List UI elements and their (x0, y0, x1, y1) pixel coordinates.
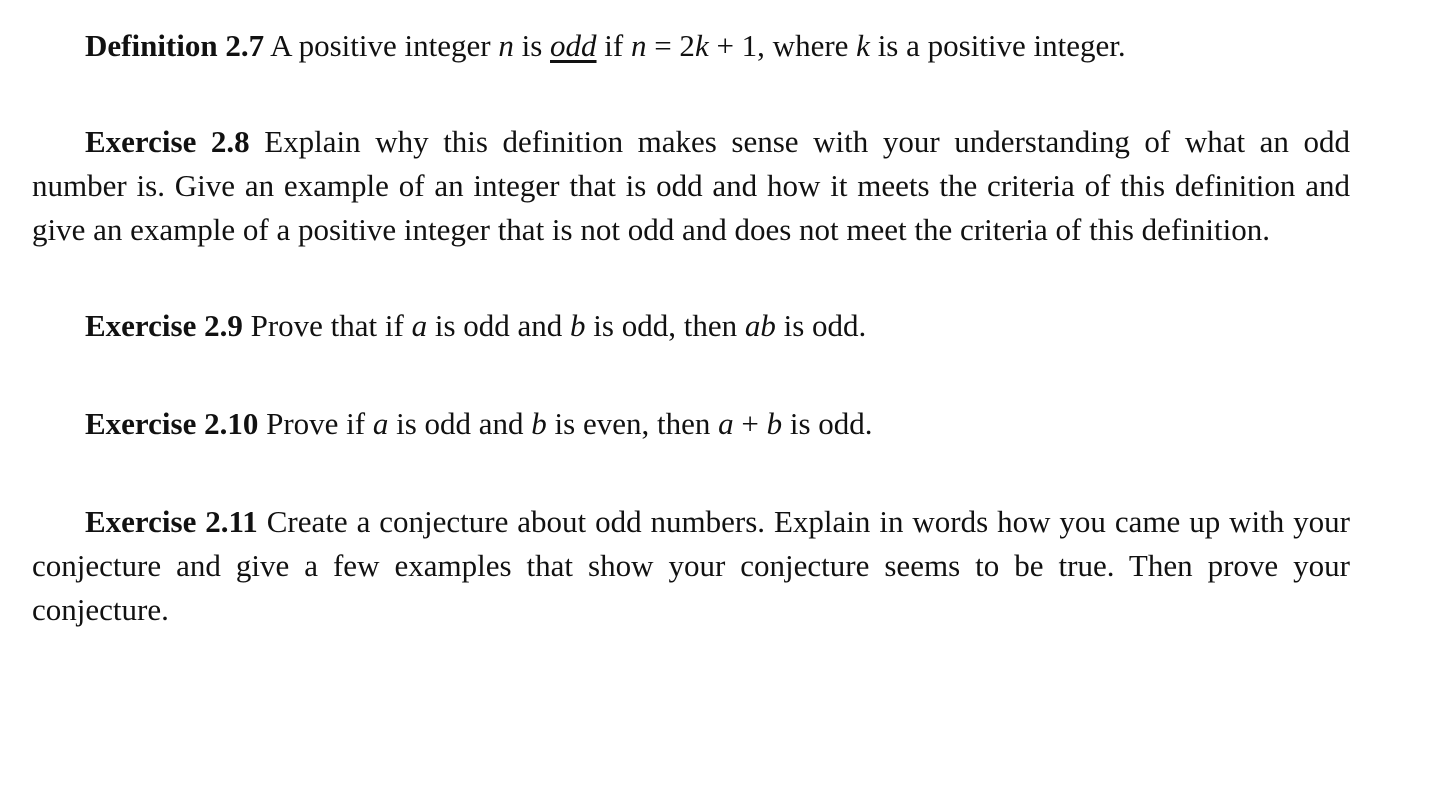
exercise-label: Exercise 2.9 (85, 308, 243, 343)
exercise-text: is odd, then (585, 308, 745, 343)
definition-2-7 (32, 24, 1350, 68)
definition-text: is a positive integer. (869, 28, 1126, 63)
exercise-text: is even, then (546, 406, 719, 441)
exercise-text: is odd and (388, 406, 532, 441)
exercise-label: Exercise 2.11 (85, 504, 258, 539)
exercise-2-10 (32, 402, 1350, 446)
definition-text: + 1, where (708, 28, 857, 63)
document-page (32, 24, 1350, 632)
exercise-2-8 (32, 120, 1350, 252)
math-n: n (630, 28, 647, 63)
exercise-text: Explain why this definition makes sense with your understanding of what an odd number is. Give an example of an integer that is odd and how it meets the criteria of this definition and give an example of a positive integer that is not odd and does not meet the criteria of this definition. (32, 124, 1350, 247)
math-b: b (766, 406, 783, 441)
exercise-label: Exercise 2.10 (85, 406, 259, 441)
definition-text: is (513, 28, 551, 63)
exercise-2-11 (32, 500, 1350, 632)
math-b: b (570, 308, 586, 343)
defined-term-odd: odd (550, 28, 597, 63)
math-n: n (498, 28, 514, 63)
definition-label: Definition 2.7 (85, 28, 265, 63)
math-k: k (856, 28, 870, 63)
definition-text: A positive integer (270, 28, 499, 63)
math-a: a (718, 406, 734, 441)
math-k: k (694, 28, 709, 63)
math-a: a (372, 406, 389, 441)
math-ab: ab (744, 308, 776, 343)
math-b: b (531, 406, 547, 441)
exercise-label: Exercise 2.8 (85, 124, 250, 159)
exercise-text: Prove if (266, 406, 373, 441)
exercise-text: is odd and (427, 308, 571, 343)
exercise-text: Create a conjecture about odd numbers. Explain in words how you came up with your conjecture and give a few examples that show your conjecture seems to be true. Then prove your conjecture. (32, 504, 1351, 627)
math-a: a (411, 308, 428, 343)
exercise-text: is odd. (782, 406, 873, 441)
exercise-text: Prove that if (250, 308, 412, 343)
math-plus: + (733, 406, 767, 441)
math-equation: = 2 (646, 28, 695, 63)
definition-text: if (596, 28, 631, 63)
exercise-2-9 (32, 304, 1350, 348)
exercise-text: is odd. (775, 308, 867, 343)
